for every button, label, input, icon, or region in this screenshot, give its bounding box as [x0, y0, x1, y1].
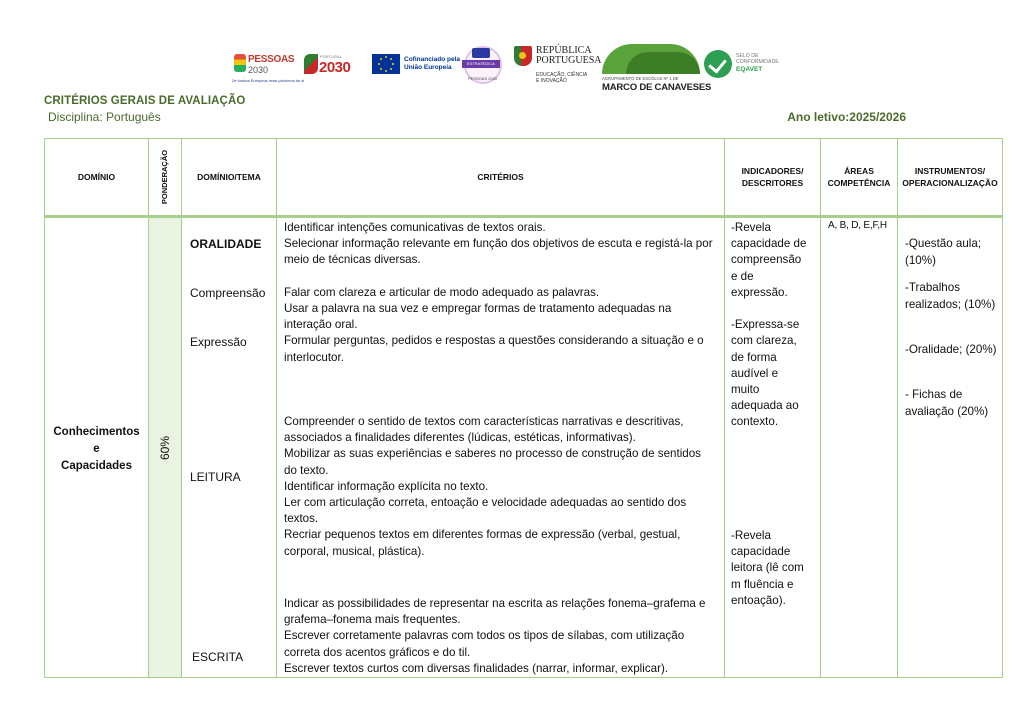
table-row — [45, 217, 1003, 678]
instrumento-item: -Trabalhos realizados; (10%) — [905, 281, 996, 311]
eqavet-name: EQAVET — [736, 66, 763, 73]
table-header-row — [45, 139, 1003, 217]
dominio-cell — [45, 217, 149, 678]
pessoas-logo-name: PESSOAS — [248, 54, 295, 65]
indicadores-oralidade: -Revela capacidade de compreensão e de expressão. -Expressa-se com clareza, de forma audível e muito adequada ao contexto. — [731, 221, 807, 429]
estrategica-medal-logo — [460, 44, 504, 94]
document-subject: Disciplina: Português — [48, 110, 161, 124]
col-header-instrumentos: INSTRUMENTOS/ OPERACIONALIZAÇÃO — [898, 139, 1003, 217]
tema-oralidade: ORALIDADE — [190, 237, 262, 251]
republic-shield-icon — [514, 46, 532, 66]
ponderacao-cell — [149, 217, 182, 678]
criterios-cell — [277, 217, 725, 678]
col-header-dominio: DOMÍNIO — [45, 139, 149, 217]
col-header-areas: ÁREAS COMPETÊNCIA — [821, 139, 898, 217]
document-title: CRITÉRIOS GERAIS DE AVALIAÇÃO — [44, 95, 246, 107]
instrumento-item: - Fichas de avaliação (20%) — [905, 388, 989, 418]
tema-expressao: Expressão — [190, 335, 247, 349]
instrumento-item: -Oralidade; (20%) — [905, 343, 997, 356]
instrumento-item: -Questão aula; (10%) — [905, 237, 982, 267]
ponderacao-label: PONDERAÇÃO — [160, 149, 169, 205]
indicadores-leitura: -Revela capacidade leitora (lê com m fluência e entoação). — [731, 529, 804, 607]
medal-ribbon: ESTRATÉGICA — [462, 60, 500, 68]
portugal-2030-mark-icon — [304, 54, 318, 74]
instrumentos-cell — [898, 217, 1003, 678]
portugal-2030-year: 2030 — [319, 59, 351, 76]
ponderacao-value: 60% — [158, 435, 172, 461]
pessoas-mark-icon — [234, 54, 246, 72]
school-year: Ano letivo:2025/2026 — [787, 110, 906, 124]
tema-cell — [182, 217, 277, 678]
criteria-table — [44, 138, 1003, 678]
tema-compreensao: Compreensão — [190, 286, 266, 300]
eqavet-logo — [704, 50, 790, 84]
col-header-ponderacao — [149, 139, 182, 217]
checkmark-icon — [704, 50, 732, 78]
areas-cell — [821, 217, 898, 678]
eu-logo-text: Cofinanciado pela União Europeia — [404, 56, 460, 71]
logo-strip — [232, 44, 792, 96]
pessoas-logo-tagline: 2e fundos Europeus mais próximos de si — [232, 78, 305, 83]
agrupamento-name: MARCO DE CANAVESES — [602, 82, 712, 93]
col-header-criterios: CRITÉRIOS — [277, 139, 725, 217]
criterios-escrita: Indicar as possibilidades de representar na escrita as relações fonema–grafema e grafema–fonema mais frequentes. Escrever corretamente palavras com todos os tipos de sílabas, com utilização correta dos acentos gráficos e do til. Escrever textos curtos com diversas finalidades (narrar, informar, explicar). — [284, 597, 706, 675]
agrupamento-escolas-logo — [602, 44, 712, 96]
eu-cofinanced-logo — [372, 54, 460, 78]
dominio-value: Conhecimentos e Capacidades — [53, 426, 140, 472]
portugal-2030-small: PORTUGAL — [320, 54, 342, 59]
portugal-2030-logo — [304, 54, 356, 80]
agrupamento-small: AGRUPAMENTO DE ESCOLAS Nº 1 DE — [602, 76, 679, 81]
pessoas-2030-logo — [232, 52, 305, 84]
col-header-indicadores: INDICADORES/ DESCRITORES — [725, 139, 821, 217]
republica-name: REPÚBLICA PORTUGUESA — [536, 45, 602, 66]
eqavet-small: SELO DE CONFORMIDADE — [736, 53, 779, 65]
areas-value: A, B, D, E,F,H — [828, 220, 887, 231]
eu-flag-icon — [372, 54, 400, 74]
tema-leitura: LEITURA — [190, 470, 241, 484]
pessoas-logo-year: 2030 — [248, 65, 269, 75]
medal-label: PESSOAS 2030 — [468, 76, 498, 81]
indicadores-cell — [725, 217, 821, 678]
tema-escrita: ESCRITA — [192, 650, 244, 664]
republica-ministry: EDUCAÇÃO, CIÊNCIA E INOVAÇÃO — [536, 72, 588, 84]
criterios-oralidade: Identificar intenções comunicativas de textos orais. Selecionar informação relevante em função dos objetivos de escuta e registá-la por meio de técnicas diversas. Falar com clareza e articular de modo adequado as palavras. Usar a palavra na sua vez e empregar formas de tratamento adequadas na interação oral. Formular perguntas, pedidos e respostas a questões considerando a situação e o interlocutor. — [284, 221, 713, 364]
col-header-tema: DOMÍNIO/TEMA — [182, 139, 277, 217]
republica-portuguesa-logo — [514, 46, 600, 92]
criterios-leitura: Compreender o sentido de textos com características narrativas e descritivas, associados a finalidades diferentes (lúdicas, estéticas, informativas). Mobilizar as suas experiências e saberes no processo de construção de sentidos do texto. Identificar informação explícita no texto. Ler com articulação correta, entoação e velocidade adequadas ao sentido dos textos. Recriar pequenos textos em diferentes formas de expressão (verbal, gestual, corporal, musical, plástica). — [284, 415, 701, 558]
